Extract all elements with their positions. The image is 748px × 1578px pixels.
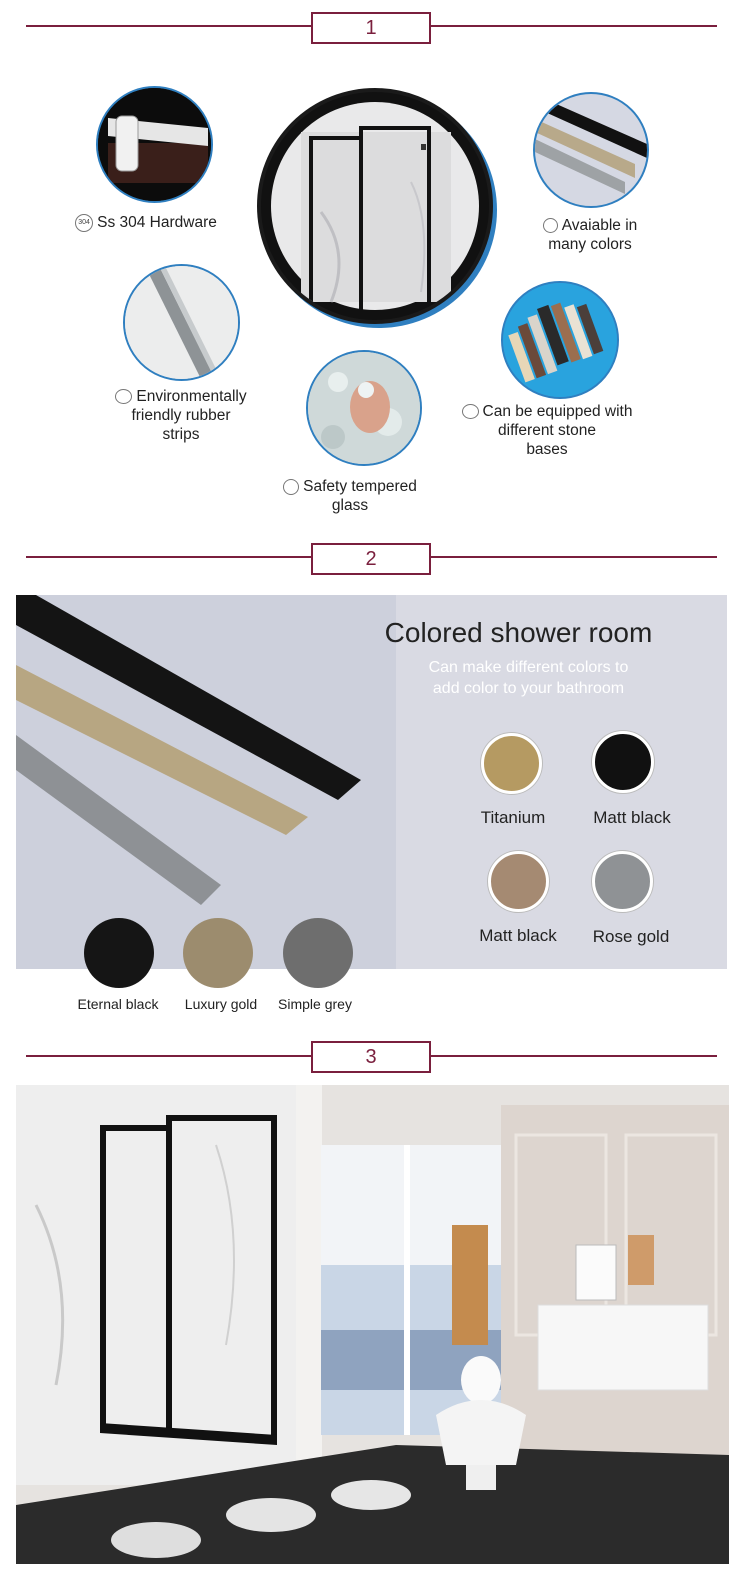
swatch-eternal-black — [84, 918, 154, 988]
hardware-photo-circle — [96, 86, 213, 203]
feature-stone-label-3: bases — [526, 441, 568, 458]
colored-subtitle-line-1: Can make different colors to — [428, 659, 629, 676]
stone-bases-photo-circle — [501, 281, 619, 399]
glass-icon — [283, 479, 299, 495]
section-2-number: 2 — [311, 543, 431, 575]
feature-stone-label-2: different stone — [498, 422, 596, 439]
profiles-closeup-image — [16, 595, 396, 969]
shower-room-image — [261, 92, 489, 320]
swatch-matt-black-2-label: Matt black — [479, 926, 557, 945]
feature-colors-label-2: many colors — [548, 236, 632, 253]
section-3-number: 3 — [311, 1041, 431, 1073]
colored-title: Colored shower room — [384, 617, 653, 648]
swatch-matt-black-2 — [488, 851, 549, 912]
feature-hardware-label: Ss 304 Hardware — [97, 214, 217, 231]
swatch-simple-grey-label: Simple grey — [278, 996, 352, 1012]
colored-subtitle — [366, 657, 691, 699]
feature-rubber-label-3: strips — [162, 426, 200, 443]
swatch-titanium — [481, 733, 542, 794]
colored-profiles-image — [535, 94, 647, 206]
swatch-titanium-label: Titanium — [480, 808, 546, 827]
profiles-photo-circle — [533, 92, 649, 208]
rubber-strip-photo-circle — [123, 264, 240, 381]
color-profile-icon — [543, 218, 558, 233]
glass-shards-image — [308, 352, 420, 464]
feature-stone — [452, 402, 642, 459]
feature-glass — [270, 477, 430, 515]
swatch-eternal-black-label: Eternal black — [77, 996, 159, 1012]
bathroom-scene-image — [16, 1085, 729, 1564]
swatch-luxury-gold-label: Luxury gold — [184, 996, 258, 1012]
section-1-number: 1 — [311, 12, 431, 44]
shower-room-photo-circle — [257, 88, 493, 324]
feature-rubber-label-1: Environmentally — [136, 388, 247, 405]
feature-glass-label-2: glass — [331, 497, 369, 514]
swatch-simple-grey — [283, 918, 353, 988]
feature-rubber — [96, 387, 266, 444]
stone-samples-image — [503, 283, 617, 397]
stone-base-icon — [462, 404, 479, 419]
swatch-luxury-gold — [183, 918, 253, 988]
swatch-matt-black-label: Matt black — [593, 808, 671, 827]
swatch-rose-gold — [592, 851, 653, 912]
hinge-image — [98, 88, 211, 201]
swatch-rose-gold-label: Rose gold — [592, 927, 670, 946]
colored-subtitle-line-2: add color to your bathroom — [432, 680, 625, 697]
tempered-glass-photo-circle — [306, 350, 422, 466]
feature-colors-label-1: Avaiable in — [561, 217, 638, 234]
feature-rubber-label-2: friendly rubber — [131, 407, 231, 424]
feature-glass-label-1: Safety tempered — [303, 478, 417, 495]
rubber-strip-icon — [115, 389, 132, 404]
ss304-icon: 304 — [75, 214, 93, 232]
swatch-matt-black — [592, 731, 654, 793]
feature-hardware — [66, 213, 226, 232]
rubber-strip-image — [125, 266, 238, 379]
feature-stone-label-1: Can be equipped with — [482, 403, 633, 420]
feature-colors — [530, 216, 650, 254]
